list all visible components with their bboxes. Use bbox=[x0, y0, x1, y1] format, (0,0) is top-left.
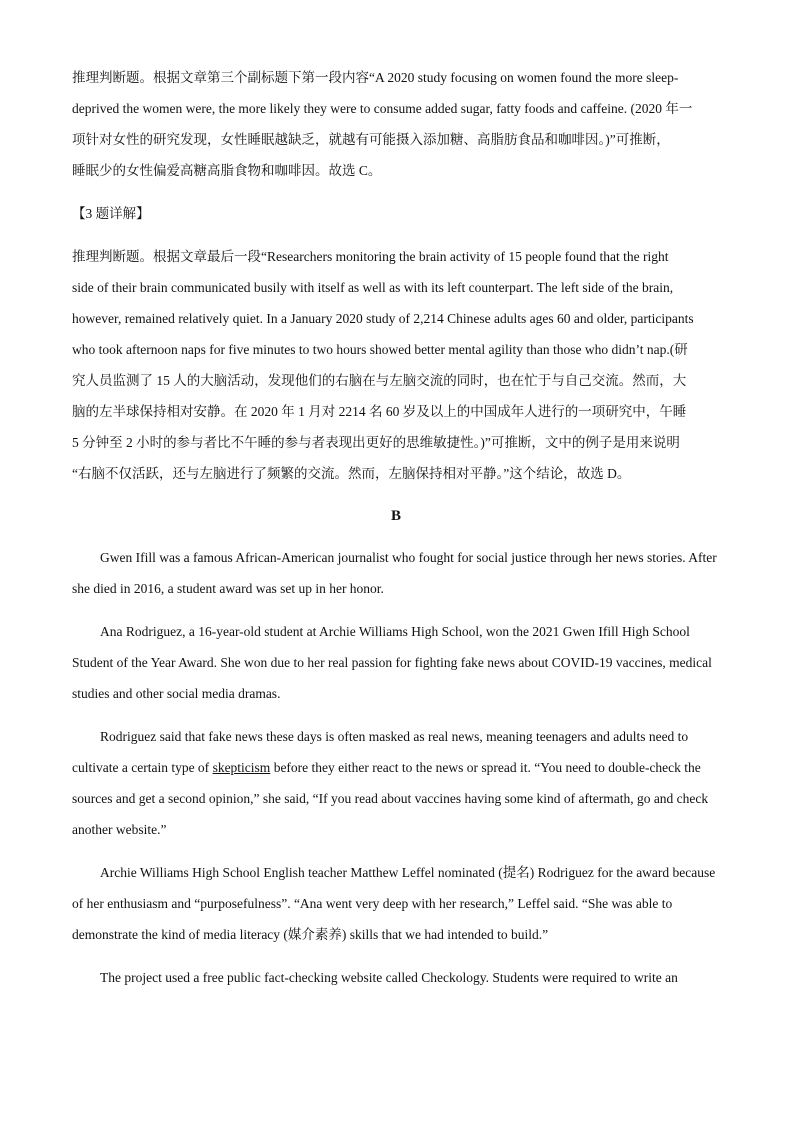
passage-paragraph-5: The project used a free public fact-checking website called Checkology. Students were required to write an bbox=[100, 970, 678, 985]
section-letter: B bbox=[390, 508, 401, 524]
text-line: 推理判断题。根据文章最后一段“Researchers monitoring the brain activity of 15 people found that the right bbox=[72, 249, 669, 264]
passage-paragraph-4: Archie Williams High School English teacher Matthew Leffel nominated (提名) Rodriguez for the award because of her enthusiasm and “purposefulness”. “Ana went very deep with her research,” Leffel said. “She was able to demonstrate the kind of media literacy (媒介素养) skills that we had intended to build.” bbox=[72, 865, 716, 942]
text-line: 项针对女性的研究发现，女性睡眠越缺乏，就越有可能摄入添加糖、高脂肪食品和咖啡因。)”可推断， bbox=[72, 132, 670, 147]
paragraph-text: before they either react to the news or spread it. “You need to double-check the sources and get a second opinion,” she said, “If you read about vaccines having some kind of aftermath, go and check another website.” bbox=[72, 760, 709, 837]
document-page bbox=[72, 62, 720, 1005]
text-line: 推理判断题。根据文章第三个副标题下第一段内容“A 2020 study focusing on women found the more sleep- bbox=[72, 70, 679, 85]
paragraph-text: Rodriguez said that fake news these days is often masked as real news, meaning teenagers and adults need to cultivate a certain type of bbox=[72, 729, 689, 775]
passage-paragraph-2: Ana Rodriguez, a 16-year-old student at Archie Williams High School, won the 2021 Gwen Ifill High School Student of the Year Award. She won due to her real passion for fighting fake news about COVID-19 vaccines, medical studies and other social media dramas. bbox=[72, 624, 712, 701]
text-line: “右脑不仅活跃，还与左脑进行了频繁的交流。然而，左脑保持相对平静。”这个结论，故选 D。 bbox=[72, 466, 631, 481]
answer-2-explanation bbox=[72, 62, 720, 186]
text-line: who took afternoon naps for five minutes to two hours showed better mental agility than those who didn’t nap.(研 bbox=[72, 342, 688, 357]
answer-3-explanation bbox=[72, 241, 720, 489]
text-line: however, remained relatively quiet. In a January 2020 study of 2,214 Chinese adults ages 60 and older, participants bbox=[72, 311, 694, 326]
text-line: 睡眠少的女性偏爱高糖高脂食物和咖啡因。故选 C。 bbox=[72, 163, 382, 178]
passage-paragraph-3 bbox=[72, 721, 720, 845]
text-line: deprived the women were, the more likely they were to consume added sugar, fatty foods and caffeine. (2020 年一 bbox=[72, 101, 693, 116]
text-line: 究人员监测了 15 人的大脑活动，发现他们的右脑在与左脑交流的同时，也在忙于与自己交流。然而，大 bbox=[72, 373, 687, 388]
underlined-word: skepticism bbox=[212, 760, 271, 775]
text-line: side of their brain communicated busily with itself as well as with its left counterpart. The left side of the brain, bbox=[72, 280, 674, 295]
passage-paragraph-1: Gwen Ifill was a famous African-American journalist who fought for social justice through her news stories. After she died in 2016, a student award was set up in her honor. bbox=[72, 550, 717, 596]
text-line: 脑的左半球保持相对安静。在 2020 年 1 月对 2214 名 60 岁及以上的中国成年人进行的一项研究中，午睡 bbox=[72, 404, 687, 419]
text-line: 5 分钟至 2 小时的参与者比不午睡的参与者表现出更好的思维敏捷性。)”可推断，文中的例子是用来说明 bbox=[72, 435, 680, 450]
question-3-heading: 【3 题详解】 bbox=[72, 206, 150, 221]
